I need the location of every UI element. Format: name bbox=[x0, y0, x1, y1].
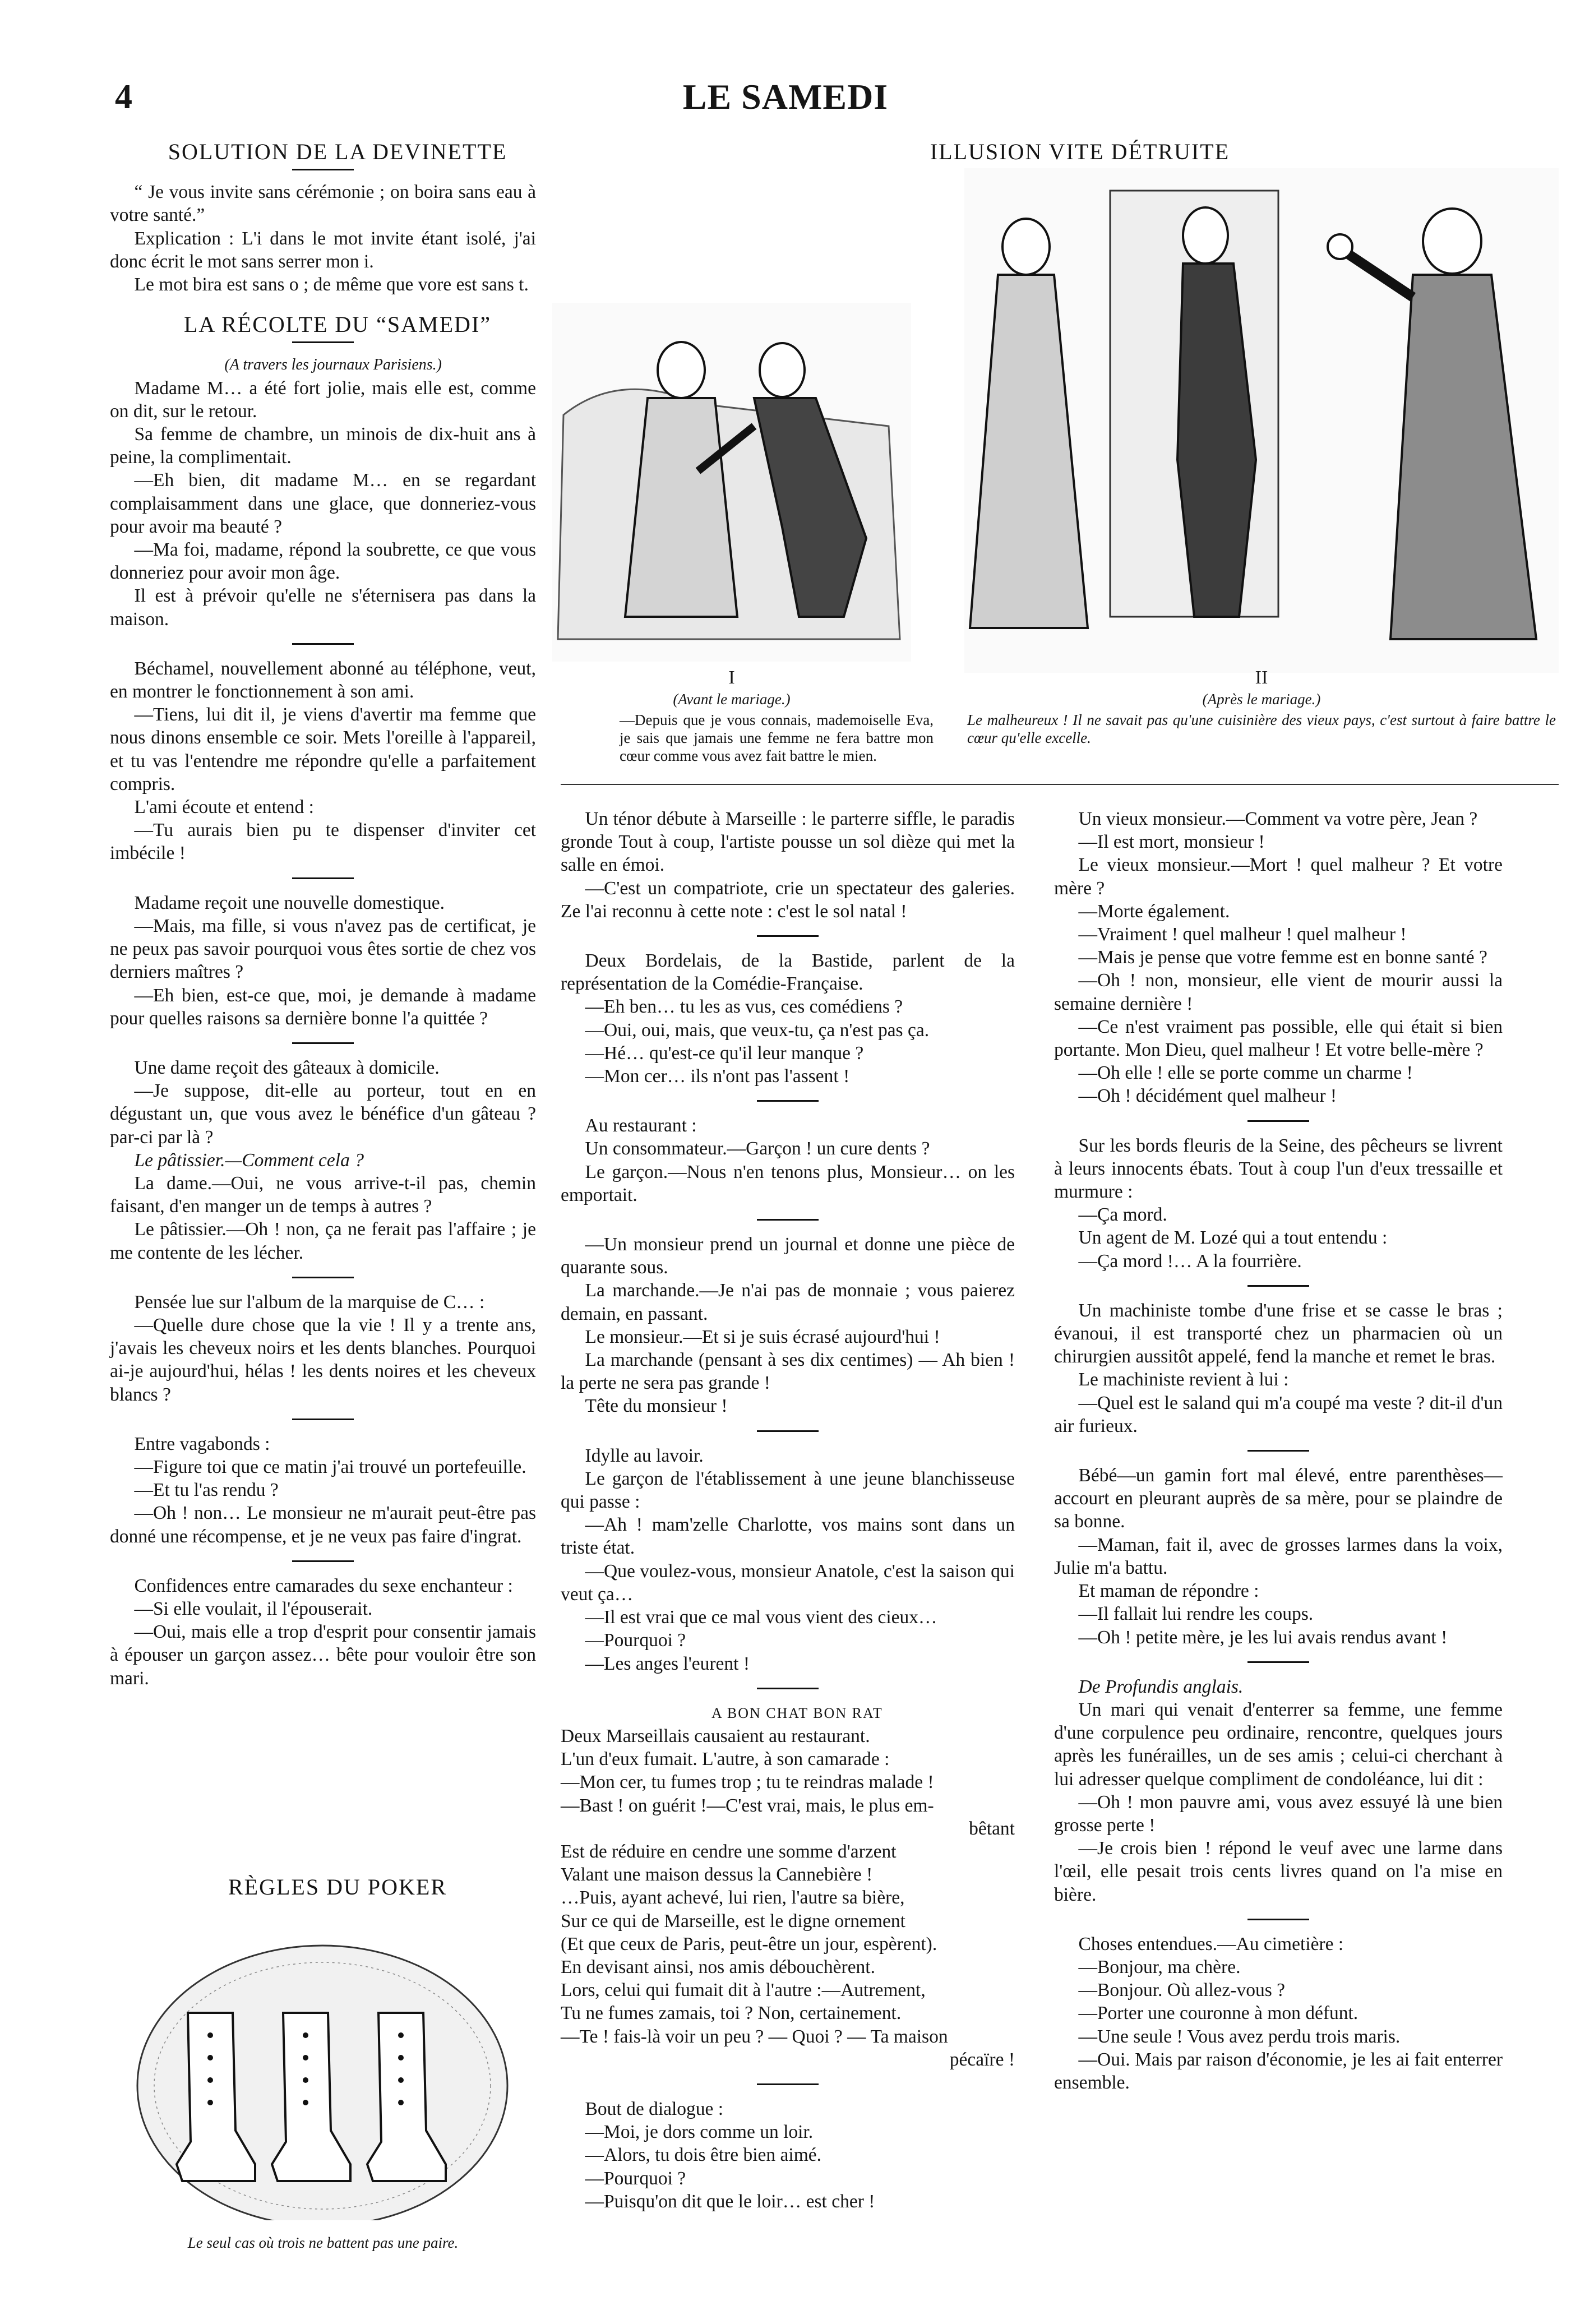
paragraph: —Eh ben… tu les as vus, ces comédiens ? bbox=[585, 996, 903, 1018]
poem-line: bêtant bbox=[969, 1818, 1015, 1839]
recolte-subtitle: (A travers les journaux Parisiens.) bbox=[224, 356, 442, 374]
paragraph: —Eh bien, dit madame M… en se regardant complaisamment dans une glace, que donneriez-vous pour avoir ma beauté ? bbox=[110, 470, 536, 537]
paragraph: —Une seule ! Vous avez perdu trois maris. bbox=[1078, 2026, 1401, 2047]
paragraph: Explication : L'i dans le mot invite étant isolé, j'ai donc écrit le mot sans serrer mon i. bbox=[110, 228, 536, 272]
paragraph: Un machiniste tombe d'une frise et se casse le bras ; évanoui, il est transporté chez un pharmacien où un chirurgien aussitôt appelé, fend la manche et remet le bras. bbox=[1054, 1300, 1503, 1367]
divider bbox=[292, 643, 354, 645]
paragraph: Madame M… a été fort jolie, mais elle est, comme on dit, sur le retour. bbox=[110, 377, 536, 422]
paragraph: Confidences entre camarades du sexe enchanteur : bbox=[134, 1575, 513, 1596]
paragraph: Et maman de répondre : bbox=[1078, 1581, 1259, 1602]
paragraph: L'ami écoute et entend : bbox=[134, 797, 314, 818]
paragraph: —Et tu l'as rendu ? bbox=[134, 1480, 279, 1501]
figure-2-caption: Le malheureux ! Il ne savait pas qu'une cuisinière des vieux pays, c'est surtout à faire battre le cœur qu'elle excelle. bbox=[967, 711, 1556, 746]
poem-line: —Bast ! on guérit !—C'est vrai, mais, le plus em- bbox=[561, 1795, 934, 1816]
paragraph: Sa femme de chambre, un minois de dix-huit ans à peine, la complimentait. bbox=[110, 424, 536, 468]
divider bbox=[757, 1219, 819, 1221]
paragraph: —Hé… qu'est-ce qu'il leur manque ? bbox=[585, 1042, 864, 1064]
paragraph: —Oui, oui, mais, que veux-tu, ça n'est pas ça. bbox=[585, 1019, 930, 1041]
paragraph: —Il est vrai que ce mal vous vient des cieux… bbox=[585, 1607, 937, 1628]
paragraph: —Vraiment ! quel malheur ! quel malheur ! bbox=[1078, 924, 1407, 945]
paragraph: Idylle au lavoir. bbox=[585, 1445, 704, 1466]
paragraph: —Si elle voulait, il l'épouserait. bbox=[134, 1598, 373, 1619]
poker-boots-illustration bbox=[121, 1918, 524, 2220]
divider bbox=[1247, 1285, 1309, 1287]
figure-1-subtitle: (Avant le mariage.) bbox=[673, 691, 791, 708]
paragraph: —Je suppose, dit-elle au porteur, tout en en dégustant un, que vous avez le bénéfice d'un gâteau ? par-ci par là ? bbox=[110, 1080, 536, 1148]
divider bbox=[757, 1688, 819, 1689]
illustration-title-wrap bbox=[561, 140, 1570, 163]
paragraph: Le garçon.—Nous n'en tenons plus, Monsieur… on les emportait. bbox=[561, 1161, 1015, 1205]
paragraph: Bout de dialogue : bbox=[585, 2098, 724, 2119]
poem-line: Deux Marseillais causaient au restaurant. bbox=[561, 1725, 870, 1747]
poem-line: Sur ce qui de Marseille, est le digne ornement bbox=[561, 1910, 905, 1932]
divider bbox=[757, 935, 819, 937]
paragraph: —Ce n'est vraiment pas possible, elle qui était si bien portante. Mon Dieu, quel malheur ! Et votre belle-mère ? bbox=[1054, 1016, 1503, 1061]
divider bbox=[292, 169, 354, 170]
paragraph: “ Je vous invite sans cérémonie ; on boira sans eau à votre santé.” bbox=[110, 182, 536, 226]
column-3 bbox=[1054, 807, 1503, 2094]
paragraph: —Pourquoi ? bbox=[585, 1630, 686, 1651]
paragraph: —Pourquoi ? bbox=[585, 2168, 686, 2189]
paragraph: —Oui. Mais par raison d'économie, je les ai fait enterrer ensemble. bbox=[1054, 2049, 1503, 2093]
figure-2-number: II bbox=[1255, 667, 1268, 688]
paragraph: Bébé—un gamin fort mal élevé, entre parenthèses—accourt en pleurant auprès de sa mère, pour se plaindre de sa bonne. bbox=[1054, 1465, 1503, 1532]
divider bbox=[1247, 1120, 1309, 1122]
poem-line: Lors, celui qui fumait dit à l'autre :—Autrement, bbox=[561, 1980, 926, 2001]
paragraph: —Oh ! mon pauvre ami, vous avez essuyé là une bien grosse perte ! bbox=[1054, 1791, 1503, 1836]
paragraph: —Oui, mais elle a trop d'esprit pour consentir jamais à épouser un garçon assez… bête pour vouloir être son mari. bbox=[110, 1621, 536, 1689]
paragraph: Madame reçoit une nouvelle domestique. bbox=[134, 892, 445, 913]
illustration-before-marriage bbox=[552, 303, 911, 662]
paragraph: —C'est un compatriote, crie un spectateur des galeries. Ze l'ai reconnu à cette note : c'est le sol natal ! bbox=[561, 877, 1015, 922]
paragraph: Choses entendues.—Au cimetière : bbox=[1078, 1933, 1344, 1955]
paragraph: —Oh ! petite mère, je les lui avais rendus avant ! bbox=[1078, 1627, 1448, 1648]
paragraph: Un mari qui venait d'enterrer sa femme, une femme d'une corpulence peu ordinaire, rencontre, quelques jours après les funérailles, un de ses amis ; celui-ci cherchant à lui adresser quelque compliment de condoléance, lui dit : bbox=[1054, 1699, 1503, 1790]
divider bbox=[1247, 1919, 1309, 1920]
paragraph: —Morte également. bbox=[1078, 900, 1230, 922]
divider bbox=[292, 1042, 354, 1044]
paragraph: Le vieux monsieur.—Mort ! quel malheur ? Et votre mère ? bbox=[1054, 854, 1503, 899]
poem-line: L'un d'eux fumait. L'autre, à son camarade : bbox=[561, 1749, 890, 1770]
divider bbox=[292, 341, 354, 343]
paragraph: —Que voulez-vous, monsieur Anatole, c'est la saison qui veut ça… bbox=[561, 1560, 1015, 1605]
poem-line: —Te ! fais-là voir un peu ? — Quoi ? — Ta maison bbox=[561, 2026, 948, 2047]
paragraph: —Il est mort, monsieur ! bbox=[1078, 831, 1265, 853]
divider bbox=[292, 1419, 354, 1420]
paragraph: —Moi, je dors comme un loir. bbox=[585, 2122, 814, 2143]
paragraph: —Tiens, lui dit il, je viens d'avertir ma femme que nous dinons ensemble ce soir. Mets l'oreille à l'appareil, et tu vas l'entendre me répondre qu'elle a parfaitement compris. bbox=[110, 704, 536, 794]
paragraph: Sur les bords fleuris de la Seine, des pêcheurs se livrent à leurs innocents ébats. Tout à coup l'un d'eux tressaille et murmure : bbox=[1054, 1135, 1503, 1203]
paragraph: —Oh ! non, monsieur, elle vient de mourir aussi la semaine dernière ! bbox=[1054, 970, 1503, 1014]
paragraph: —Maman, fait il, avec de grosses larmes dans la voix, Julie m'a battu. bbox=[1054, 1534, 1503, 1578]
paragraph: Deux Bordelais, de la Bastide, parlent de la représentation de la Comédie-Française. bbox=[561, 950, 1015, 995]
poem-line: …Puis, ayant achevé, lui rien, l'autre sa bière, bbox=[561, 1887, 905, 1909]
poker-title: RÈGLES DU POKER bbox=[228, 1874, 447, 1900]
illustration-after-marriage bbox=[964, 168, 1559, 673]
column-2 bbox=[561, 807, 1015, 2213]
paragraph: La dame.—Oui, ne vous arrive-t-il pas, chemin faisant, d'en manger un de temps à autres ? bbox=[110, 1172, 536, 1217]
figure-1-number: I bbox=[728, 667, 735, 688]
poker-caption: Le seul cas où trois ne battent pas une paire. bbox=[187, 2234, 459, 2251]
poem-line: Tu ne fumes zamais, toi ? Non, certainement. bbox=[561, 2003, 902, 2024]
masthead: LE SAMEDI bbox=[682, 77, 889, 117]
poem-line: Est de réduire en cendre une somme d'arzent bbox=[561, 1841, 897, 1862]
paragraph: Un consommateur.—Garçon ! un cure dents ? bbox=[585, 1138, 930, 1159]
poker-section bbox=[110, 1875, 536, 1898]
paragraph: Béchamel, nouvellement abonné au téléphone, veut, en montrer le fonctionnement à son ami. bbox=[110, 658, 536, 703]
paragraph: —Un monsieur prend un journal et donne une pièce de quarante sous. bbox=[561, 1234, 1015, 1278]
paragraph: —Oh ! non… Le monsieur ne m'aurait peut-être pas donné une récompense, et je ne veux pas faire d'ingrat. bbox=[110, 1503, 536, 1547]
paragraph: Le monsieur.—Et si je suis écrasé aujourd'hui ! bbox=[585, 1326, 940, 1347]
poem-line: pécaïre ! bbox=[949, 2049, 1015, 2070]
paragraph: —Mais, ma fille, si vous n'avez pas de certificat, je ne peux pas savoir pourquoi vous êtes sortie de chez vos derniers maîtres ? bbox=[110, 915, 536, 983]
chat-title: A BON CHAT BON RAT bbox=[711, 1704, 883, 1721]
paragraph: La marchande.—Je n'ai pas de monnaie ; vous paierez demain, en passant. bbox=[561, 1280, 1015, 1324]
divider bbox=[292, 877, 354, 879]
paragraph: —Mais je pense que votre femme est en bonne santé ? bbox=[1078, 947, 1487, 968]
illustration-title: ILLUSION VITE DÉTRUITE bbox=[930, 139, 1230, 164]
paragraph: Au restaurant : bbox=[585, 1115, 697, 1136]
paragraph: —Eh bien, est-ce que, moi, je demande à madame pour quelles raisons sa dernière bonne l'a quittée ? bbox=[110, 985, 536, 1029]
divider bbox=[292, 1560, 354, 1562]
poem-line: —Mon cer, tu fumes trop ; tu te reindras malade ! bbox=[561, 1772, 934, 1793]
paragraph: —Mon cer… ils n'ont pas l'assent ! bbox=[585, 1066, 850, 1087]
paragraph: Le pâtissier.—Oh ! non, ça ne ferait pas l'affaire ; je me contente de les lécher. bbox=[110, 1219, 536, 1263]
paragraph: Entre vagabonds : bbox=[134, 1433, 270, 1454]
poem-line: En devisant ainsi, nos amis débouchèrent. bbox=[561, 1956, 875, 1978]
divider bbox=[757, 2083, 819, 2085]
paragraph: —Ça mord. bbox=[1078, 1204, 1167, 1226]
paragraph: De Profundis anglais. bbox=[1078, 1676, 1244, 1697]
figure-1-caption: —Depuis que je vous connais, mademoiselle Eva, je sais que jamais une femme ne fera battre mon cœur comme vous avez fait battre le mien. bbox=[620, 711, 934, 764]
paragraph: Pensée lue sur l'album de la marquise de C… : bbox=[134, 1291, 485, 1313]
paragraph: Le machiniste revient à lui : bbox=[1078, 1369, 1289, 1390]
paragraph: —Puisqu'on dit que le loir… est cher ! bbox=[585, 2191, 875, 2212]
paragraph: Le mot bira est sans o ; de même que vore est sans t. bbox=[134, 274, 529, 295]
recolte-title: LA RÉCOLTE DU “SAMEDI” bbox=[183, 312, 492, 338]
devinette-title: SOLUTION DE LA DEVINETTE bbox=[168, 139, 507, 164]
paragraph: —Oh elle ! elle se porte comme un charme ! bbox=[1078, 1062, 1413, 1084]
paragraph: Il est à prévoir qu'elle ne s'éternisera pas dans la maison. bbox=[110, 585, 536, 630]
paragraph: —Ma foi, madame, répond la soubrette, ce que vous donneriez pour avoir mon âge. bbox=[110, 539, 536, 584]
paragraph: —Ah ! mam'zelle Charlotte, vos mains sont dans un triste état. bbox=[561, 1514, 1015, 1559]
paragraph: Un ténor débute à Marseille : le parterre siffle, le paradis gronde Tout à coup, l'artiste pousse un sol dièze qui met la salle en émoi. bbox=[561, 808, 1015, 876]
paragraph: Une dame reçoit des gâteaux à domicile. bbox=[134, 1057, 440, 1078]
paragraph: La marchande (pensant à ses dix centimes) — Ah bien ! la perte ne sera pas grande ! bbox=[561, 1350, 1015, 1394]
paragraph: —Quelle dure chose que la vie ! Il y a trente ans, j'avais les cheveux noirs et les dents blanches. Pourquoi ai-je aujourd'hui, hélas ! les dents noires et les cheveux blancs ? bbox=[110, 1314, 536, 1405]
paragraph: Un agent de M. Lozé qui a tout entendu : bbox=[1078, 1227, 1388, 1249]
paragraph: —Les anges l'eurent ! bbox=[585, 1653, 750, 1674]
paragraph: Tête du monsieur ! bbox=[585, 1396, 728, 1417]
paragraph: Un vieux monsieur.—Comment va votre père, Jean ? bbox=[1078, 808, 1478, 829]
paragraph: —Je crois bien ! répond le veuf avec une larme dans l'œil, elle pesait trois cents livres quand on l'a mise en bière. bbox=[1054, 1838, 1503, 1905]
divider bbox=[757, 1430, 819, 1432]
paragraph: —Tu aurais bien pu te dispenser d'inviter cet imbécile ! bbox=[110, 820, 536, 864]
paragraph: —Il fallait lui rendre les coups. bbox=[1078, 1604, 1314, 1625]
divider bbox=[1247, 1450, 1309, 1452]
paragraph: —Oh ! décidément quel malheur ! bbox=[1078, 1085, 1337, 1107]
paragraph: —Quel est le saland qui m'a coupé ma veste ? dit-il d'un air furieux. bbox=[1054, 1392, 1503, 1436]
paragraph: —Figure toi que ce matin j'ai trouvé un portefeuille. bbox=[134, 1456, 526, 1477]
illustration-rule bbox=[561, 784, 1559, 785]
paragraph: —Bonjour. Où allez-vous ? bbox=[1078, 1980, 1285, 2001]
page-number: 4 bbox=[115, 78, 132, 116]
paragraph: Le pâtissier.—Comment cela ? bbox=[134, 1149, 364, 1171]
paragraph: —Ça mord !… A la fourrière. bbox=[1078, 1250, 1302, 1272]
divider bbox=[757, 1100, 819, 1102]
paragraph: —Porter une couronne à mon défunt. bbox=[1078, 2003, 1359, 2024]
poem-line: Valant une maison dessus la Cannebière ! bbox=[561, 1864, 873, 1886]
paragraph: —Bonjour, ma chère. bbox=[1078, 1956, 1241, 1978]
divider bbox=[292, 1277, 354, 1278]
paragraph: Le garçon de l'établissement à une jeune blanchisseuse qui passe : bbox=[561, 1468, 1015, 1513]
divider bbox=[1247, 1661, 1309, 1663]
column-1 bbox=[110, 140, 536, 1690]
figure-2-subtitle: (Après le mariage.) bbox=[1202, 691, 1321, 708]
paragraph: —Alors, tu dois être bien aimé. bbox=[585, 2145, 821, 2166]
poem-line: (Et que ceux de Paris, peut-être un jour, espèrent). bbox=[561, 1933, 937, 1955]
